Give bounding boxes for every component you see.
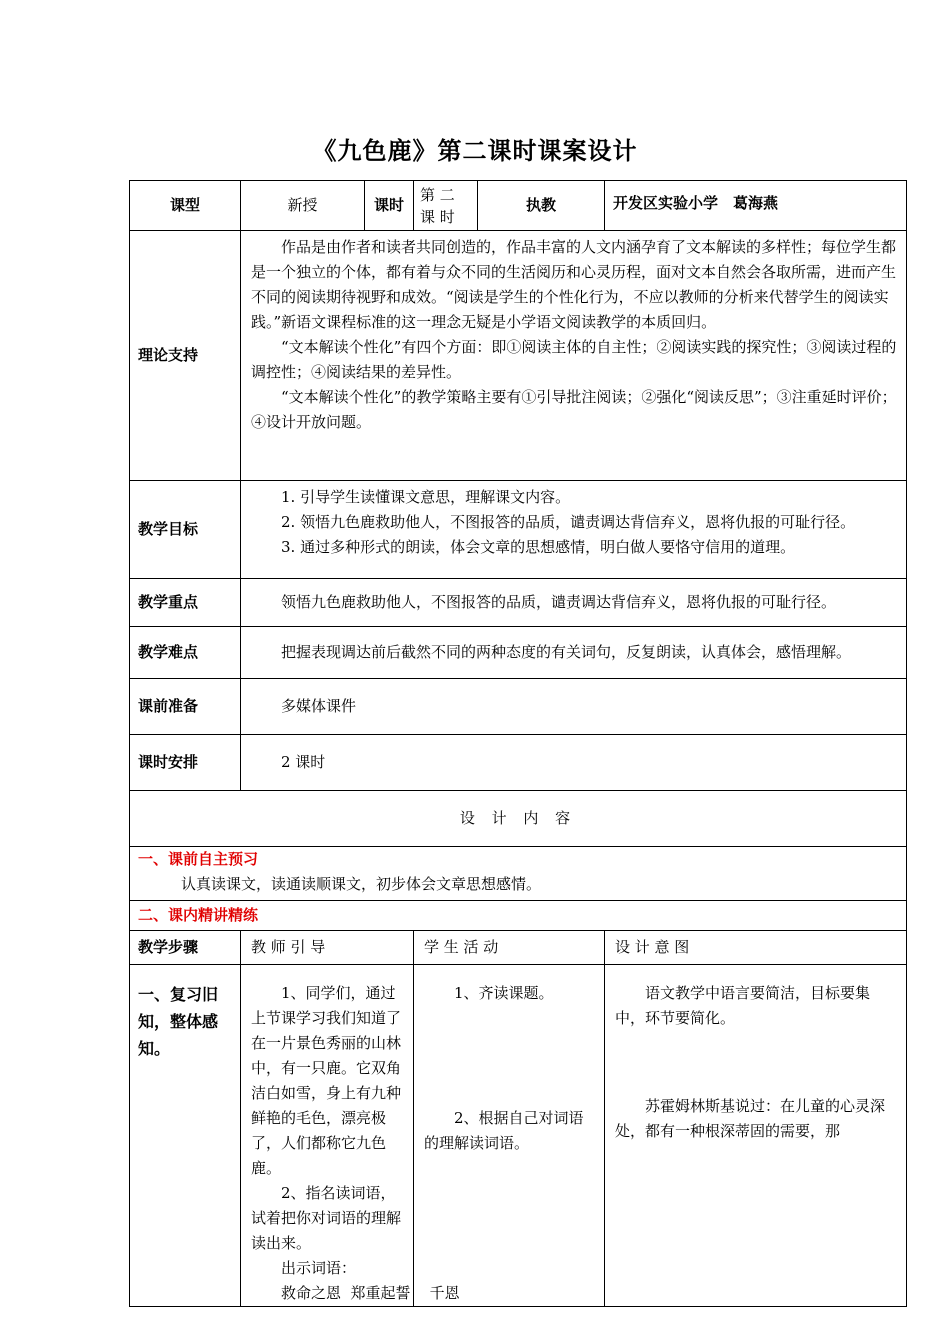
step1-teacher-p4: 救命之恩 郑重起誓 千恩 <box>281 1284 460 1302</box>
period-value-line2: 课 时 <box>420 207 455 226</box>
period-value-line1: 第 二 <box>420 185 455 204</box>
step1-teacher-p1: 1、同学们，通过上节课学习我们知道了在一片景色秀丽的山林中，有一只鹿。它双角洁白如雪，身上有九种鲜艳的毛色，漂亮极了，人们都称它九色鹿。 <box>251 984 402 1177</box>
design-heading: 设 计 内 容 <box>130 791 907 847</box>
teacher-label: 执教 <box>478 181 605 231</box>
section2 <box>130 901 907 931</box>
goals-content <box>241 481 907 579</box>
prep-label: 课前准备 <box>130 679 241 735</box>
step1-teacher-p3: 出示词语： <box>281 1259 357 1277</box>
type-label: 课型 <box>130 181 241 231</box>
teacher-value: 开发区实验小学 葛海燕 <box>605 181 907 231</box>
step1-intent-p2: 苏霍姆林斯基说过：在儿童的心灵深处，都有一种根深蒂固的需要，那 <box>615 1097 886 1140</box>
theory-paragraph: “文本解读个性化”有四个方面：即①阅读主体的自主性；②阅读实践的探究性；③阅读过程的调控性；④阅读结果的差异性。 <box>251 338 897 381</box>
section1-text: 认真读课文，读通读顺课文，初步体会文章思想感情。 <box>181 875 542 893</box>
theory-label: 理论支持 <box>130 231 241 481</box>
difficulty-label: 教学难点 <box>130 627 241 679</box>
section1-heading: 一、课前自主预习 <box>138 850 259 868</box>
schedule-value: 2 课时 <box>241 735 907 791</box>
step1-student-p1: 1、齐读课题。 <box>454 984 554 1002</box>
step1-teacher <box>241 965 460 1307</box>
theory-paragraph: “文本解读个性化”的教学策略主要有①引导批注阅读；②强化“阅读反思”；③注重延时评价；④设计开放问题。 <box>251 388 897 431</box>
type-value: 新授 <box>241 181 365 231</box>
period-label: 课时 <box>365 181 414 231</box>
goal-item: 3. 通过多种形式的朗读，体会文章的思想感情，明白做人要恪守信用的道理。 <box>281 538 796 556</box>
steps-header-student: 学 生 活 动 <box>414 931 605 965</box>
step1-teacher-p2: 2、指名读词语，试着把你对词语的理解读出来。 <box>251 1184 402 1252</box>
lesson-plan-table <box>129 180 907 1307</box>
theory-content <box>241 231 907 481</box>
schedule-label: 课时安排 <box>130 735 241 791</box>
goal-item: 2. 领悟九色鹿救助他人，不图报答的品质，谴责调达背信弃义，恩将仇报的可耻行径。 <box>281 513 856 531</box>
steps-header-teacher: 教 师 引 导 <box>241 931 414 965</box>
difficulty-value: 把握表现调达前后截然不同的两种态度的有关词句，反复朗读，认真体会，感悟理解。 <box>241 627 907 679</box>
page-title: 《九色鹿》第二课时课案设计 <box>312 137 638 165</box>
steps-header-intent: 设 计 意 图 <box>605 931 907 965</box>
goals-label: 教学目标 <box>130 481 241 579</box>
section2-heading: 二、课内精讲精练 <box>138 906 259 924</box>
focus-value: 领悟九色鹿救助他人，不图报答的品质，谴责调达背信弃义，恩将仇报的可耻行径。 <box>241 579 907 627</box>
step1-intent-p1: 语文教学中语言要简洁，目标要集中，环节要简化。 <box>615 984 871 1027</box>
period-value <box>414 181 478 231</box>
goal-item: 1. 引导学生读懂课文意思，理解课文内容。 <box>281 488 571 506</box>
prep-value: 多媒体课件 <box>241 679 907 735</box>
step1-student-p2: 2、根据自己对词语的理解读词语。 <box>424 1109 584 1152</box>
section1 <box>130 847 907 901</box>
step1-student <box>414 965 605 1307</box>
theory-paragraph: 作品是由作者和读者共同创造的，作品丰富的人文内涵孕育了文本解读的多样性；每位学生都是一个独立的个体，都有着与众不同的生活阅历和心灵历程，面对文本自然会各取所需，进而产生不同的阅读期待视野和成效。“阅读是学生的个性化行为，不应以教师的分析来代替学生的阅读实践。”新语文课程标准的这一理念无疑是小学语文阅读教学的本质回归。 <box>251 238 897 331</box>
step1-name: 一、复习旧知，整体感知。 <box>130 965 241 1307</box>
focus-label: 教学重点 <box>130 579 241 627</box>
step1-intent <box>605 965 907 1307</box>
steps-header-step: 教学步骤 <box>130 931 241 965</box>
